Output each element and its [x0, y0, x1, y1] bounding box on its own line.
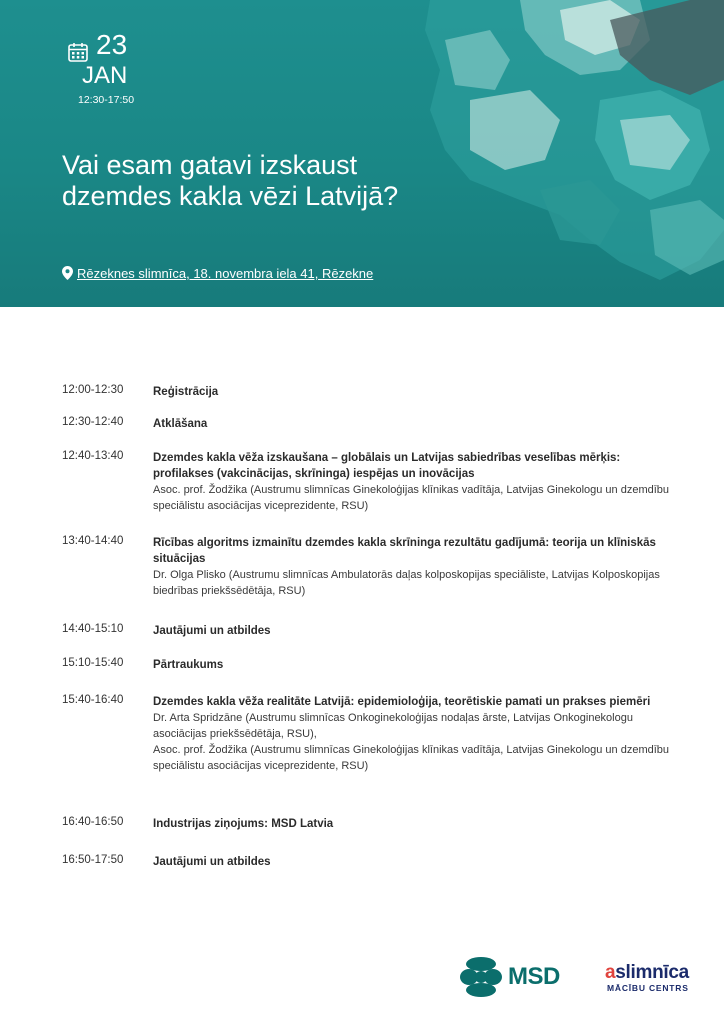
- event-location[interactable]: [62, 266, 373, 281]
- agenda-speaker: Asoc. prof. Žodžika (Austrumu slimnīcas Ginekoloģijas klīnikas vadītāja, Latvijas Ginekologu un dzemdību speciālistu asociācijas viceprezidente, RSU): [153, 484, 670, 512]
- aslimnica-wordmark: [605, 962, 689, 984]
- agenda-time: 15:10-15:40: [62, 657, 124, 669]
- agenda-title: Rīcības algoritms izmainītu dzemdes kakla skrīninga rezultātu gadījumā: teorija un klīniskās situācijas: [153, 537, 656, 565]
- event-time: 12:30-17:50: [78, 94, 135, 106]
- agenda-time: 14:40-15:10: [62, 623, 124, 635]
- agenda-title: Pārtraukums: [153, 659, 224, 671]
- msd-wordmark: MSD: [508, 963, 560, 990]
- aslimnica-word: slimnīca: [615, 962, 689, 983]
- hero-banner: [0, 0, 724, 307]
- date-month: JAN: [82, 62, 128, 89]
- agenda-title: Industrijas ziņojums: MSD Latvia: [153, 818, 334, 830]
- agenda-time: 12:00-12:30: [62, 384, 124, 396]
- agenda-speaker: Dr. Arta Spridzāne (Austrumu slimnīcas Onkoginekoloģijas nodaļas ārste, Latvijas Onkoginekologu asociācijas priekšsēdētāja, RSU), Asoc. prof. Žodžika (Austrumu slimnīcas Ginekoloģijas klīnikas vadītāja, Latvijas Ginekologu un dzemdību speciālistu asociācijas viceprezidente, RSU): [153, 712, 670, 772]
- msd-logo: [460, 957, 570, 997]
- agenda-title: Dzemdes kakla vēža izskaušana – globālais un Latvijas sabiedrības veselības mērķis: profilakses (vakcinācijas, skrīninga) iespējas un inovācijas: [153, 452, 621, 480]
- agenda-time: 12:40-13:40: [62, 450, 124, 462]
- location-pin-icon: [62, 266, 73, 280]
- agenda-time: 16:40-16:50: [62, 816, 124, 828]
- agenda-title: Jautājumi un atbildes: [153, 856, 271, 868]
- calendar-icon: [68, 42, 88, 62]
- agenda-title: Jautājumi un atbildes: [153, 625, 271, 637]
- agenda-time: 12:30-12:40: [62, 416, 124, 428]
- agenda-time: 16:50-17:50: [62, 854, 124, 866]
- agenda-title: Dzemdes kakla vēža realitāte Latvijā: epidemioloģija, teorētiskie pamati un prakses piemēri: [153, 696, 651, 708]
- date-day: 23: [96, 29, 128, 60]
- aslimnica-prefix: a: [605, 962, 616, 983]
- agenda-time: 15:40-16:40: [62, 694, 124, 706]
- location-link[interactable]: Rēzeknes slimnīca, 18. novembra iela 41, Rēzekne: [77, 266, 374, 281]
- agenda-title: Reģistrācija: [153, 386, 219, 398]
- aslimnica-subtitle: MĀCĪBU CENTRS: [607, 983, 689, 993]
- event-title: Vai esam gatavi izskaust dzemdes kakla vēzi Latvijā?: [62, 150, 399, 211]
- aslimnica-logo: [605, 962, 705, 996]
- agenda-time: 13:40-14:40: [62, 535, 124, 547]
- agenda-speaker: Dr. Olga Plisko (Austrumu slimnīcas Ambulatorās daļas kolposkopijas speciāliste, Latvijas Kolposkopijas biedrības priekšsēdētāja, RSU): [153, 569, 660, 597]
- agenda-title: Atklāšana: [153, 418, 208, 430]
- msd-logo-mark: [460, 957, 502, 997]
